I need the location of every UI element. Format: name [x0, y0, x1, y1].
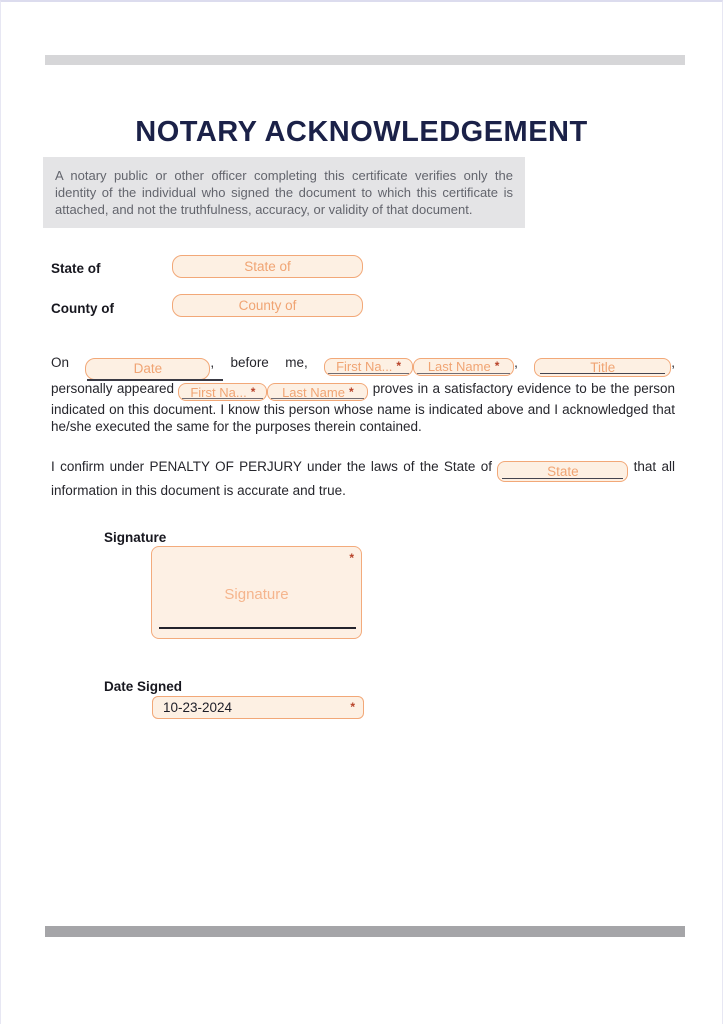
signature-line — [159, 627, 356, 629]
notary-last-name-field[interactable] — [413, 358, 514, 376]
signature-field[interactable] — [151, 546, 362, 639]
county-of-field[interactable] — [172, 294, 363, 317]
required-asterisk: * — [349, 551, 354, 565]
date-signed-label: Date Signed — [104, 679, 183, 694]
signature-placeholder: Signature — [224, 586, 289, 603]
paragraph-text: On — [51, 355, 86, 370]
notary-first-name-placeholder: First Na... — [336, 359, 393, 374]
state-of-label: State of — [51, 261, 101, 276]
signer-first-name-field[interactable] — [178, 383, 267, 401]
page-bottom-rule — [45, 926, 685, 937]
paragraph-text: , before me, — [210, 355, 325, 370]
state-of-placeholder: State of — [244, 259, 291, 274]
title-placeholder: Title — [590, 360, 616, 375]
required-asterisk: * — [250, 384, 256, 399]
paragraph-text: proves in a satisfactory evidence to be the person indicated on this document. I know this person whose name is indicated above and I acknowledged that he/she executed the same for the purposes therein contained. — [51, 380, 675, 434]
state-of-field[interactable] — [172, 255, 363, 278]
required-asterisk: * — [348, 384, 354, 399]
date-field[interactable] — [85, 358, 210, 380]
notary-last-name-placeholder: Last Name — [427, 359, 491, 374]
county-of-placeholder: County of — [238, 298, 297, 313]
county-of-label: County of — [51, 301, 114, 316]
signer-first-name-placeholder: First Na... — [190, 384, 247, 400]
state-field[interactable] — [497, 461, 628, 482]
page-title: NOTARY ACKNOWLEDGEMENT — [135, 116, 588, 149]
acknowledgement-paragraph — [51, 354, 675, 435]
signature-label: Signature — [104, 530, 167, 545]
disclaimer-box: A notary public or other officer completing this certificate verifies only the identity of the individual who signed the document to which this certificate is attached, and not the truthfulness, accuracy, or validity of that document. — [43, 157, 525, 228]
paragraph-text: I confirm under PENALTY OF PERJURY under the laws of the State of — [51, 459, 498, 474]
date-signed-field[interactable] — [152, 696, 364, 719]
signer-last-name-placeholder: Last Name — [282, 384, 345, 400]
date-signed-value: 10-23-2024 — [163, 700, 233, 715]
page-top-rule — [45, 55, 685, 65]
signer-last-name-field[interactable] — [267, 383, 368, 401]
perjury-paragraph — [51, 458, 675, 499]
date-placeholder: Date — [133, 361, 163, 376]
paragraph-text: , personally appeared — [51, 355, 675, 396]
paragraph-text: , — [514, 355, 535, 370]
notary-first-name-field[interactable] — [324, 358, 413, 376]
state-placeholder: State — [547, 464, 579, 479]
required-asterisk: * — [494, 359, 500, 373]
required-asterisk: * — [350, 700, 355, 714]
required-asterisk: * — [396, 359, 402, 373]
title-field[interactable] — [534, 358, 671, 377]
paragraph-text: that all information in this document is accurate and true. — [51, 459, 676, 498]
